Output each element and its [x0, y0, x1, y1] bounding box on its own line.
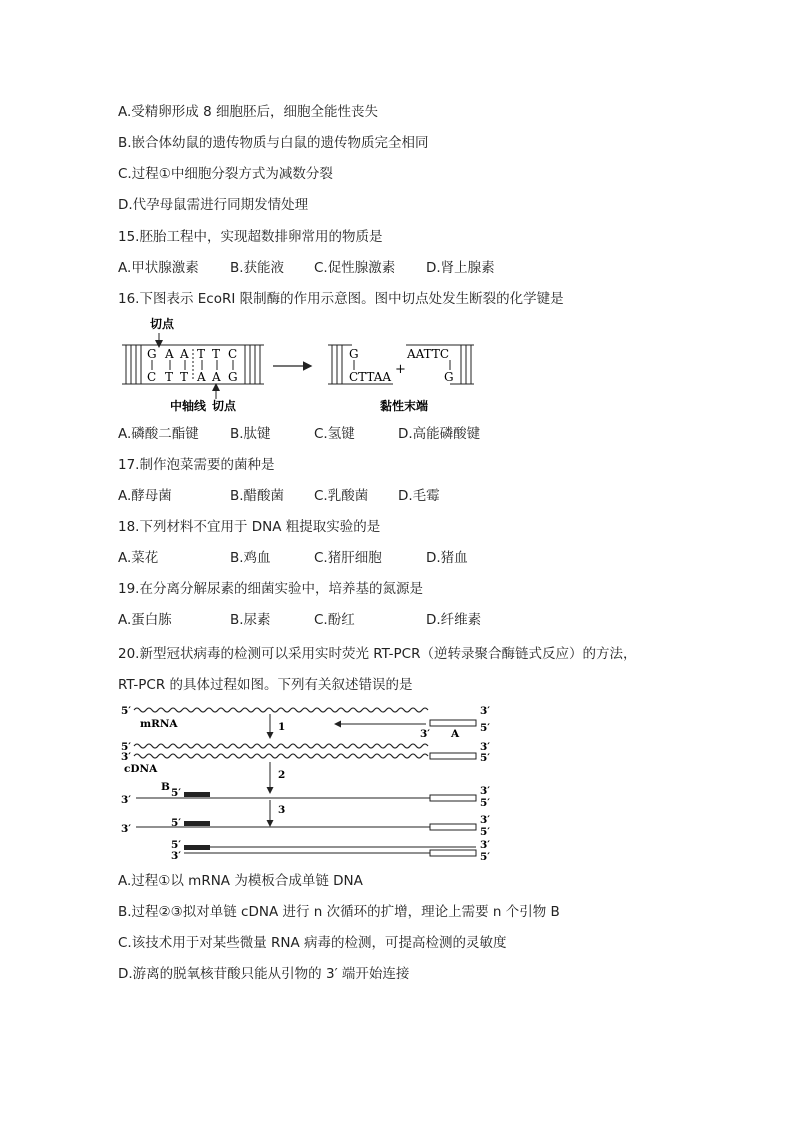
row3-primer-a [430, 795, 476, 801]
q16-option-b: B.肽键 [230, 426, 271, 442]
top-base-4: T [197, 347, 206, 361]
q18-option-a: A.菜花 [118, 550, 159, 566]
right-fragment-bottom: G [444, 370, 454, 384]
row5-primer-a [430, 850, 476, 856]
q17-option-c: C.乳酸菌 [314, 488, 369, 504]
row5-primer-b [184, 845, 210, 850]
bottom-base-2: T [165, 370, 174, 384]
row3-right-5prime: 5′ [480, 797, 491, 809]
row5-right-5prime: 5′ [480, 851, 491, 863]
cut-point-top-label: 切点 [150, 317, 175, 331]
rt-pcr-figure [118, 700, 503, 865]
mrna-template-strand [134, 744, 428, 748]
top-base-6: C [228, 347, 238, 361]
q19-option-b: B.尿素 [230, 612, 271, 628]
mrna-strand [134, 708, 428, 712]
q20-stem-line2: RT-PCR 的具体过程如图。下列有关叙述错误的是 [118, 677, 413, 693]
q15-option-c: C.促性腺激素 [314, 260, 396, 276]
q14-option-c: C.过程①中细胞分裂方式为减数分裂 [118, 166, 333, 182]
primer-a-label: A [451, 728, 460, 740]
sticky-end-label: 黏性末端 [380, 399, 429, 413]
q20-stem-line1: 20.新型冠状病毒的检测可以采用实时荧光 RT-PCR（逆转录聚合酶链式反应）的方法， [118, 646, 637, 662]
row4-right-5prime: 5′ [480, 826, 491, 838]
primer-a-3prime: 3′ [420, 728, 431, 740]
cdna-primer-a [430, 753, 476, 759]
q17-option-d: D.毛霉 [398, 488, 440, 504]
q15-option-b: B.获能液 [230, 260, 285, 276]
primer-a [430, 720, 476, 726]
q20-option-c: C.该技术用于对某些微量 RNA 病毒的检测，可提高检测的灵敏度 [118, 935, 507, 951]
top-base-5: T [212, 347, 221, 361]
row4-primer-a [430, 824, 476, 830]
ecori-figure [118, 313, 498, 418]
mrna-5prime: 5′ [121, 705, 132, 717]
primer-b-5prime: 5′ [171, 787, 182, 799]
q18-option-d: D.猪血 [426, 550, 468, 566]
q19-stem: 19.在分离分解尿素的细菌实验中，培养基的氮源是 [118, 581, 423, 597]
q14-option-a: A.受精卵形成 8 细胞胚后，细胞全能性丧失 [118, 104, 378, 120]
mrna-3prime: 3′ [480, 705, 491, 717]
top-base-1: G [147, 347, 157, 361]
q20-option-d: D.游离的脱氧核苷酸只能从引物的 3′ 端开始连接 [118, 966, 410, 982]
left-fragment-bottom: CTTAA [349, 370, 392, 384]
bottom-base-1: C [147, 370, 157, 384]
primer-a-5prime: 5′ [480, 722, 491, 734]
step1-label: 1 [278, 721, 286, 733]
top-base-2: A [165, 347, 174, 361]
bottom-base-4: A [197, 370, 206, 384]
row4-right-3prime: 3′ [480, 814, 491, 826]
q14-option-d: D.代孕母鼠需进行同期发情处理 [118, 197, 309, 213]
q19-option-c: C.酚红 [314, 612, 355, 628]
step2-label: 2 [278, 769, 286, 781]
q18-option-c: C.猪肝细胞 [314, 550, 382, 566]
q15-option-d: D.肾上腺素 [426, 260, 495, 276]
row4-3prime: 3′ [121, 823, 132, 835]
bottom-base-5: A [212, 370, 221, 384]
row4-primer-5prime: 5′ [171, 817, 182, 829]
left-fragment-top: G [349, 347, 359, 361]
right-fragment-top: AATTC [407, 347, 450, 361]
q17-stem: 17.制作泡菜需要的菌种是 [118, 457, 275, 473]
q15-option-a: A.甲状腺激素 [118, 260, 199, 276]
cdna-label: cDNA [124, 763, 158, 775]
axis-label: 中轴线 [170, 399, 207, 413]
top-base-3: A [180, 347, 189, 361]
q14-option-b: B.嵌合体幼鼠的遗传物质与白鼠的遗传物质完全相同 [118, 135, 429, 151]
step3-label: 3 [278, 804, 286, 816]
row3-right-3prime: 3′ [480, 785, 491, 797]
row4-primer-b [184, 821, 210, 826]
q16-option-a: A.磷酸二酯键 [118, 426, 199, 442]
cdna-3prime: 3′ [121, 751, 132, 763]
q16-option-c: C.氢键 [314, 426, 355, 442]
q20-option-b: B.过程②③拟对单链 cDNA 进行 n 次循环的扩增，理论上需要 n 个引物 B [118, 904, 560, 920]
row5-right-3prime: 3′ [480, 839, 491, 851]
primer-b [184, 792, 210, 797]
q17-option-a: A.酵母菌 [118, 488, 172, 504]
primer-b-label: B [161, 781, 170, 793]
q19-option-d: D.纤维素 [426, 612, 482, 628]
q16-stem: 16.下图表示 EcoRI 限制酶的作用示意图。图中切点处发生断裂的化学键是 [118, 291, 564, 307]
q17-option-b: B.醋酸菌 [230, 488, 285, 504]
q18-stem: 18.下列材料不宜用于 DNA 粗提取实验的是 [118, 519, 381, 535]
row3-3prime: 3′ [121, 794, 132, 806]
q16-option-d: D.高能磷酸键 [398, 426, 481, 442]
q18-option-b: B.鸡血 [230, 550, 271, 566]
q15-stem: 15.胚胎工程中，实现超数排卵常用的物质是 [118, 229, 383, 245]
bottom-base-3: T [180, 370, 189, 384]
dna-double-strand [122, 345, 264, 384]
mrna-label: mRNA [140, 718, 178, 730]
cdna-strand [134, 754, 428, 758]
q19-option-a: A.蛋白胨 [118, 612, 172, 628]
cdna-5prime: 5′ [480, 752, 491, 764]
row2-3prime: 3′ [480, 741, 491, 753]
bottom-base-6: G [228, 370, 238, 384]
row5-5prime: 5′ [171, 839, 182, 851]
plus-sign: + [395, 362, 406, 377]
q20-option-a: A.过程①以 mRNA 为模板合成单链 DNA [118, 873, 363, 889]
cut-point-bottom-label: 切点 [212, 399, 237, 413]
row5-3prime: 3′ [171, 850, 182, 862]
row2-5prime: 5′ [121, 741, 132, 753]
